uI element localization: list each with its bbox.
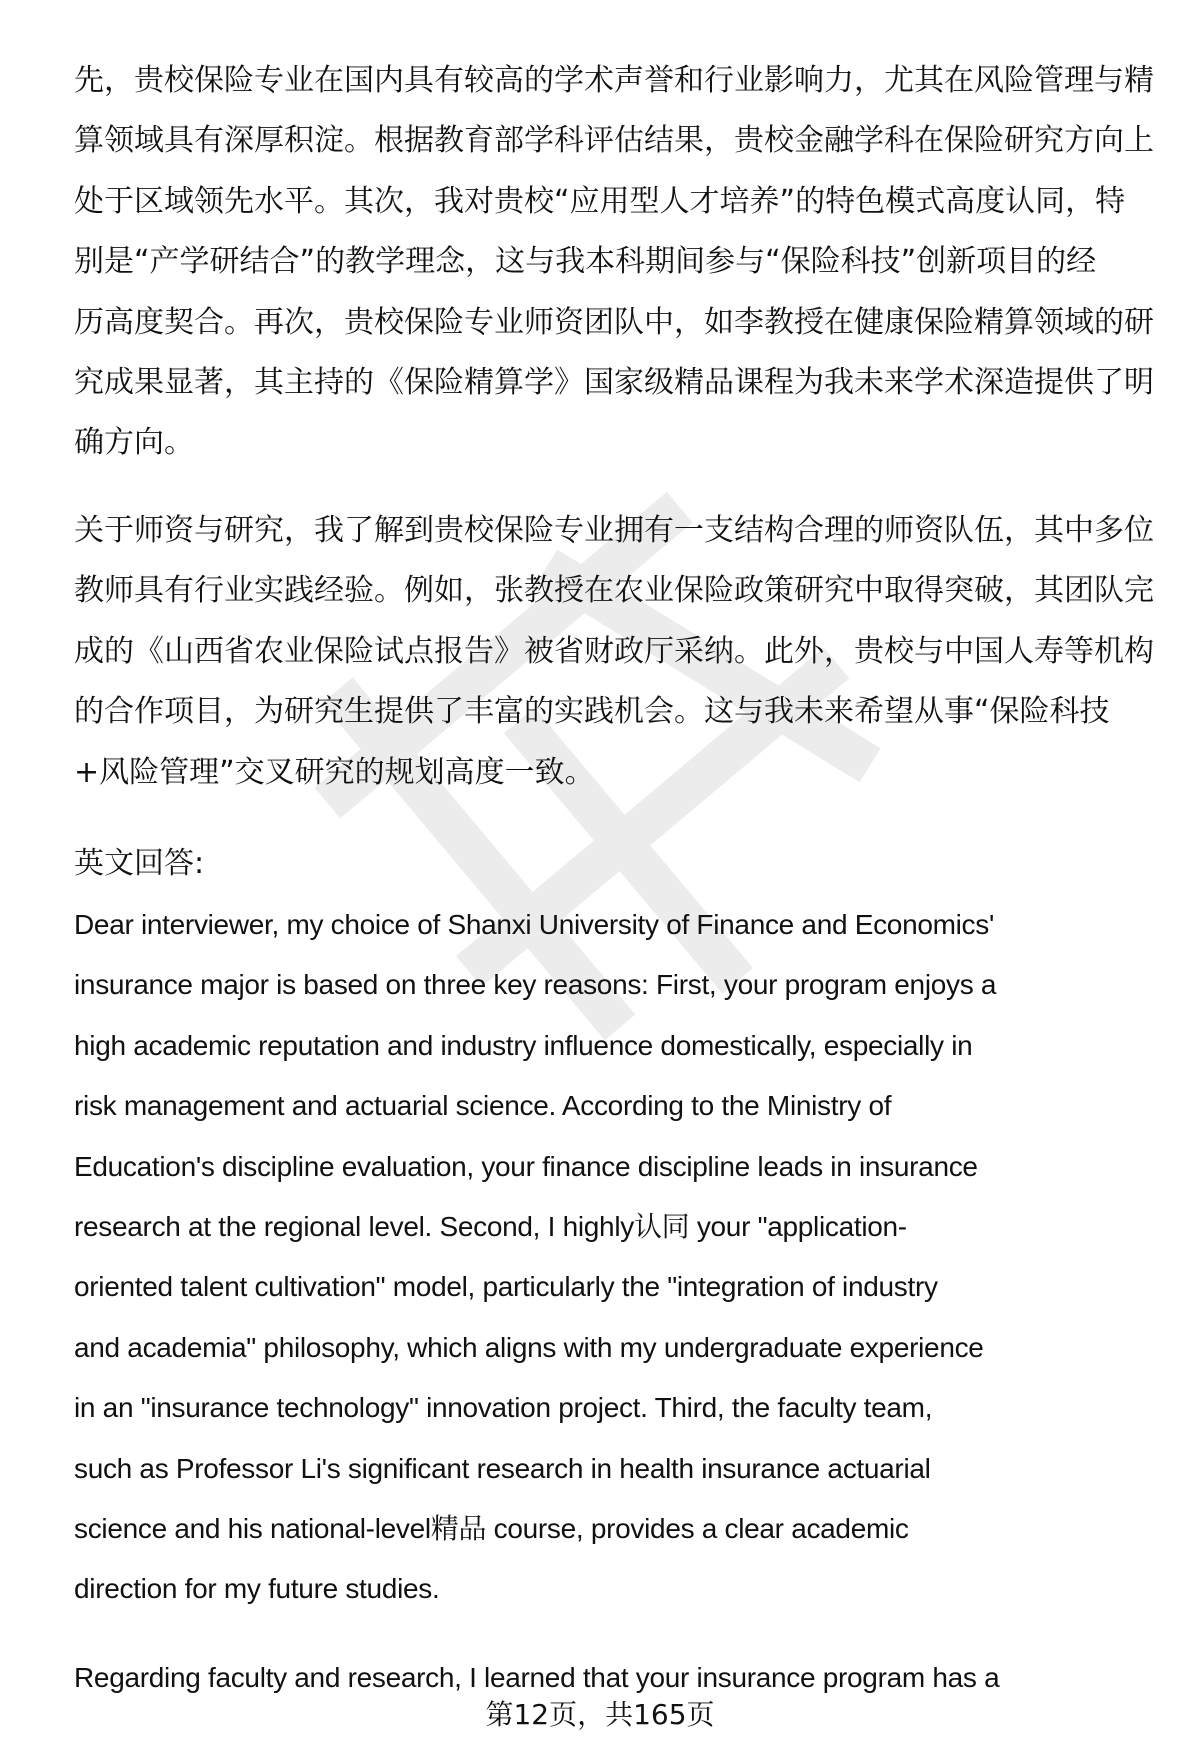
text-line: 算领域具有深厚积淀。根据教育部学科评估结果，贵校金融学科在保险研究方向上 bbox=[74, 123, 1154, 159]
text-line: risk management and actuarial science. According to the Ministry of bbox=[74, 1090, 892, 1122]
text-line: direction for my future studies. bbox=[74, 1573, 440, 1605]
text-line: science and his national-level精品 course, provides a clear academic bbox=[74, 1512, 909, 1544]
text-line: 关于师资与研究，我了解到贵校保险专业拥有一支结构合理的师资队伍，其中多位 bbox=[74, 513, 1154, 548]
text-line: 先，贵校保险专业在国内具有较高的学术声誉和行业影响力，尤其在风险管理与精 bbox=[74, 63, 1154, 98]
text-line: 教师具有行业实践经验。例如，张教授在农业保险政策研究中取得突破，其团队完 bbox=[74, 573, 1154, 609]
text-line: in an "insurance technology" innovation project. Third, the faculty team, bbox=[74, 1392, 933, 1424]
chinese-paragraph-1 bbox=[74, 51, 1184, 474]
text-line: 别是“产学研结合”的教学理念，这与我本科期间参与“保险科技”创新项目的经 bbox=[74, 244, 1097, 280]
text-line: 确方向。 bbox=[74, 425, 194, 461]
text-line: Dear interviewer, my choice of Shanxi University of Finance and Economics' bbox=[74, 909, 994, 940]
text-line: 成的《山西省农业保险试点报告》被省财政厅采纳。此外，贵校与中国人寿等机构 bbox=[74, 633, 1154, 669]
english-paragraph-1 bbox=[74, 895, 1184, 1620]
text-line: 的合作项目，为研究生提供了丰富的实践机会。这与我未来希望从事“保险科技 bbox=[74, 694, 1110, 730]
text-line: 处于区域领先水平。其次，我对贵校“应用型人才培养”的特色模式高度认同，特 bbox=[74, 183, 1126, 219]
text-line: such as Professor Li's significant research in health insurance actuarial bbox=[74, 1452, 931, 1484]
text-line: high academic reputation and industry influence domestically, especially in bbox=[74, 1029, 973, 1061]
page-number: 第12页，共165页 bbox=[485, 1698, 715, 1731]
chinese-paragraph-2 bbox=[74, 501, 1184, 803]
english-answer-label: 英文回答: bbox=[74, 846, 205, 881]
text-line: insurance major is based on three key reasons: First, your program enjoys a bbox=[74, 969, 997, 1001]
english-answer-label-block bbox=[74, 834, 1184, 894]
text-line: research at the regional level. Second, I highly认同 your "application- bbox=[74, 1210, 907, 1242]
text-line: Regarding faculty and research, I learned that your insurance program has a bbox=[74, 1662, 1000, 1693]
text-line: Education's discipline evaluation, your finance discipline leads in insurance bbox=[74, 1150, 978, 1182]
text-line: 究成果显著，其主持的《保险精算学》国家级精品课程为我未来学术深造提供了明 bbox=[74, 364, 1154, 400]
text-line: 历高度契合。再次，贵校保险专业师资团队中，如李教授在健康保险精算领域的研 bbox=[74, 304, 1154, 340]
text-line: oriented talent cultivation" model, particularly the "integration of industry bbox=[74, 1271, 938, 1303]
text-line: and academia" philosophy, which aligns with my undergraduate experience bbox=[74, 1331, 984, 1363]
text-line: +风险管理”交叉研究的规划高度一致。 bbox=[74, 754, 595, 790]
